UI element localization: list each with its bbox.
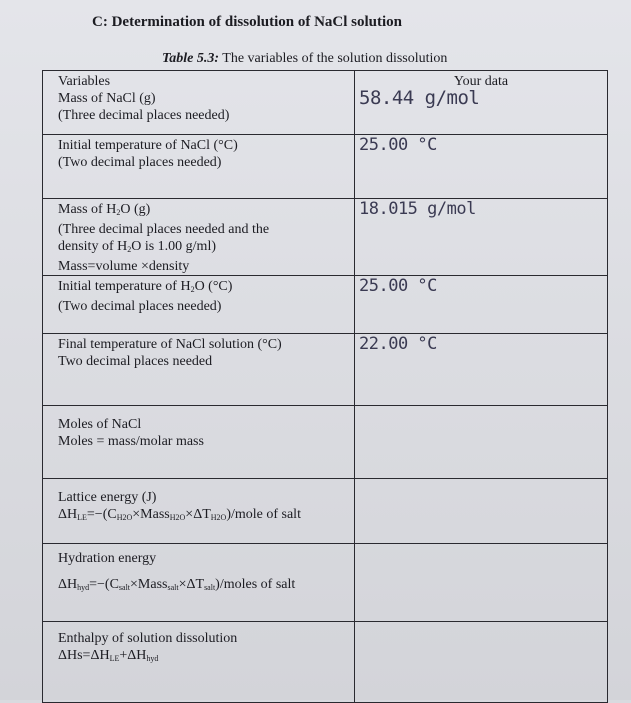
table-row [43,199,608,276]
text-part: =−(C [86,507,117,522]
variable-cell [43,406,355,479]
table-row [43,479,608,544]
table-caption-label: Table 5.3: [162,51,220,66]
variable-cell [43,276,355,334]
variable-line: Final temperature of NaCl solution (°C) [58,337,282,352]
table-caption [162,51,447,67]
variable-cell [43,334,355,406]
subscript: 2 [127,245,132,254]
value-cell[interactable] [355,71,608,135]
text-part: )/moles of salt [215,577,296,592]
subscript: salt [204,583,216,592]
table-row [43,544,608,622]
value-cell[interactable] [355,334,608,406]
text-part: ΔHs=ΔH [58,648,110,663]
variable-line: Moles of NaCl [58,417,142,432]
variable-cell [43,622,355,703]
variable-note: Moles = mass/molar mass [58,434,204,449]
text-part: ΔH [58,577,78,592]
variable-line [58,201,350,221]
table-row [43,276,608,334]
subscript: hyd [146,654,159,663]
value-cell[interactable] [355,544,608,622]
text-part: )/mole of salt [226,507,301,522]
subscript: H2O [169,513,186,522]
text-part: density of H [58,239,128,254]
text-part: O (g) [120,202,151,217]
subscript: salt [118,583,131,592]
variable-note [58,238,350,258]
variable-note: Two decimal places needed [58,354,213,369]
variable-line: Hydration energy [58,551,157,566]
text-part: ΔH [58,507,78,522]
text-part: ×ΔT [178,577,205,592]
variable-note: (Two decimal places needed) [58,155,222,170]
text-part: O is 1.00 g/ml) [131,239,216,254]
value-cell[interactable] [355,199,608,276]
variable-cell [43,479,355,544]
text-part: Mass of H [58,202,117,217]
text-part: =−(C [89,577,119,592]
subscript: salt [167,583,179,592]
handwritten-value: 58.44 g/mol [359,87,480,109]
section-title: C: Determination of dissolution of NaCl solution [92,14,403,30]
handwritten-value: 22.00 °C [359,334,437,354]
handwritten-value: 18.015 g/mol [359,199,476,219]
value-cell[interactable] [355,135,608,199]
handwritten-value: 25.00 °C [359,276,437,296]
formula-line [58,647,350,667]
formula-line [58,576,350,596]
text-part: ×Mass [130,577,168,592]
variable-line [58,278,350,298]
value-cell[interactable] [355,406,608,479]
variable-cell [43,71,355,135]
variable-note: (Three decimal places needed) [58,108,230,123]
variable-cell [43,135,355,199]
subscript: H2O [116,513,133,522]
value-cell[interactable] [355,622,608,703]
table-row [43,334,608,406]
formula-line: Mass=volume ×density [58,259,190,274]
formula-line [58,506,350,526]
subscript: 2 [190,285,195,294]
text-part: ×ΔT [185,507,211,522]
table-row [43,135,608,199]
column-header-variables: Variables [58,74,111,89]
column-header-your-data: Your data [453,74,509,89]
variable-line: Initial temperature of NaCl (°C) [58,138,238,153]
text-part: Initial temperature of H [58,279,191,294]
table-caption-text: The variables of the solution dissolution [219,51,448,66]
table-row [43,406,608,479]
text-part: ×Mass [132,507,170,522]
subscript: hyd [77,583,90,592]
variable-line: Enthalpy of solution dissolution [58,631,238,646]
subscript: 2 [116,208,121,217]
handwritten-value: 25.00 °C [359,135,437,155]
subscript: LE [77,513,87,522]
variable-line: Lattice energy (J) [58,490,157,505]
text-part: +ΔH [119,648,147,663]
variables-table [42,70,608,703]
variable-line: Mass of NaCl (g) [58,91,156,106]
subscript: H2O [210,513,227,522]
subscript: LE [109,654,120,663]
value-cell[interactable] [355,479,608,544]
variable-note: (Two decimal places needed) [58,299,222,314]
variable-cell [43,199,355,276]
value-cell[interactable] [355,276,608,334]
table-row [43,71,608,135]
table-row [43,622,608,703]
text-part: O (°C) [194,279,233,294]
variable-cell [43,544,355,622]
variable-note: (Three decimal places needed and the [58,222,270,237]
